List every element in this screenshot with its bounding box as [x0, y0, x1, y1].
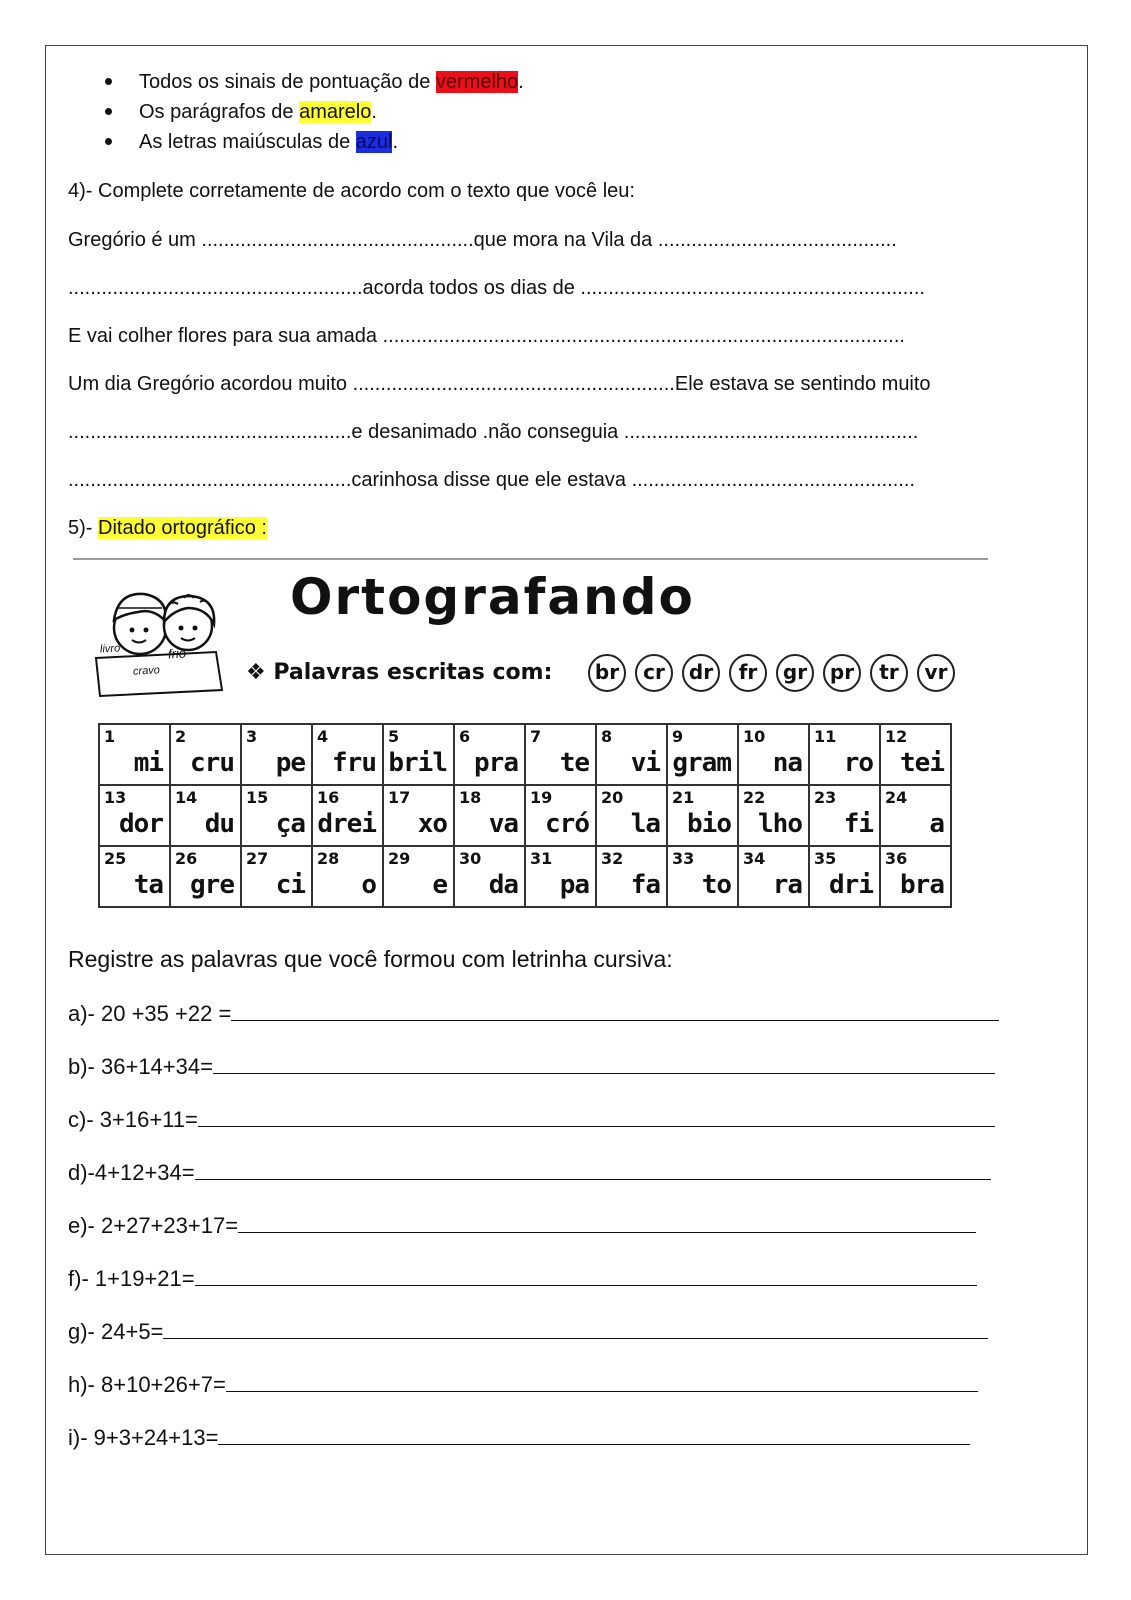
q4-title: 4)- Complete corretamente de acordo com o texto que você leu:	[68, 180, 635, 202]
instruction-text: Todos os sinais de pontuação de	[139, 71, 436, 93]
cell-number: 14	[175, 788, 198, 807]
cell-number: 18	[459, 788, 482, 807]
answer-line[interactable]	[163, 1318, 988, 1339]
register-item	[68, 1106, 1028, 1133]
cell-syllable: cru	[190, 748, 234, 778]
cell-number: 12	[885, 727, 908, 746]
cell-number: 21	[672, 788, 695, 807]
cell-syllable: bril	[388, 748, 447, 778]
syllable-circle: pr	[823, 654, 861, 692]
cell-syllable: ta	[133, 870, 163, 900]
cell-number: 1	[104, 727, 116, 746]
grid-cell	[667, 785, 738, 846]
syllable-circle: vr	[917, 654, 955, 692]
grid-cell	[738, 785, 809, 846]
cell-syllable: pa	[559, 870, 589, 900]
q4-line: E vai colher flores para sua amada ..............................................................................................	[68, 325, 905, 347]
cell-number: 17	[388, 788, 411, 807]
cell-number: 29	[388, 849, 411, 868]
cell-number: 9	[672, 727, 684, 746]
grid-cell	[667, 724, 738, 785]
register-label: d)-4+12+34=	[68, 1160, 195, 1185]
grid-cell	[738, 724, 809, 785]
grid-cell	[809, 846, 880, 907]
cell-number: 23	[814, 788, 837, 807]
register-title: Registre as palavras que você formou com letrinha cursiva:	[68, 946, 673, 972]
instruction-item	[139, 70, 524, 94]
q4-line: Um dia Gregório acordou muito ..........................................................Ele estava se sentindo muito	[68, 373, 931, 395]
cell-number: 28	[317, 849, 340, 868]
cell-syllable: o	[361, 870, 376, 900]
ortografando-image	[73, 568, 988, 943]
cell-number: 35	[814, 849, 837, 868]
cell-number: 5	[388, 727, 400, 746]
grid-row	[99, 846, 951, 907]
image-top-rule	[73, 558, 988, 560]
register-label: e)- 2+27+23+17=	[68, 1213, 239, 1238]
answer-line[interactable]	[213, 1053, 995, 1074]
syllable-circle: cr	[635, 654, 673, 692]
instruction-item	[139, 130, 398, 154]
cell-number: 11	[814, 727, 837, 746]
cell-syllable: da	[488, 870, 518, 900]
q5-heading	[68, 516, 267, 540]
grid-cell	[312, 724, 383, 785]
register-label: b)- 36+14+34=	[68, 1054, 213, 1079]
syllable-circle: gr	[776, 654, 814, 692]
cell-number: 15	[246, 788, 269, 807]
grid-cell	[170, 846, 241, 907]
answer-line[interactable]	[195, 1265, 977, 1286]
grid-cell	[454, 785, 525, 846]
answer-line[interactable]	[226, 1371, 978, 1392]
cell-number: 16	[317, 788, 340, 807]
grid-cell	[241, 846, 312, 907]
cell-number: 20	[601, 788, 624, 807]
bullet	[105, 78, 112, 85]
answer-line[interactable]	[218, 1424, 970, 1445]
cell-syllable: cró	[545, 809, 589, 839]
grid-cell	[738, 846, 809, 907]
instruction-suffix: .	[518, 71, 524, 93]
cell-syllable: xo	[417, 809, 447, 839]
register-label: c)- 3+16+11=	[68, 1107, 198, 1132]
grid-cell	[383, 785, 454, 846]
syllable-grid	[98, 723, 952, 908]
highlight-yellow: amarelo	[299, 101, 372, 123]
grid-cell	[880, 785, 951, 846]
cell-number: 13	[104, 788, 127, 807]
cell-syllable: fa	[630, 870, 660, 900]
cell-number: 30	[459, 849, 482, 868]
grid-row	[99, 785, 951, 846]
syllable-circle: dr	[682, 654, 720, 692]
instruction-text: Os parágrafos de	[139, 101, 300, 123]
cell-syllable: bra	[900, 870, 944, 900]
cell-number: 7	[530, 727, 542, 746]
register-item	[68, 1212, 1028, 1239]
register-label: h)- 8+10+26+7=	[68, 1372, 226, 1397]
grid-cell	[809, 785, 880, 846]
cell-number: 8	[601, 727, 613, 746]
grid-cell	[880, 846, 951, 907]
q5-title: Ditado ortográfico :	[98, 517, 267, 539]
grid-cell	[454, 846, 525, 907]
kids-with-sign-icon	[88, 578, 238, 698]
cell-syllable: e	[432, 870, 447, 900]
register-item	[68, 1265, 1028, 1292]
register-label: f)- 1+19+21=	[68, 1266, 195, 1291]
highlight-blue: azul	[355, 131, 393, 153]
cell-syllable: pra	[474, 748, 518, 778]
answer-line[interactable]	[238, 1212, 976, 1233]
sign-word: livro	[99, 642, 121, 656]
cell-syllable: te	[559, 748, 589, 778]
cell-number: 2	[175, 727, 187, 746]
grid-row	[99, 724, 951, 785]
instruction-item	[139, 100, 377, 124]
bullet	[105, 108, 112, 115]
instruction-text: As letras maiúsculas de	[139, 131, 356, 153]
cell-number: 27	[246, 849, 269, 868]
grid-cell	[880, 724, 951, 785]
cell-syllable: tei	[900, 748, 944, 778]
cell-number: 36	[885, 849, 908, 868]
cell-number: 4	[317, 727, 329, 746]
instruction-suffix: .	[371, 101, 377, 123]
q4-line: .....................................................acorda todos os dias de ..............................................................	[68, 277, 925, 299]
answer-line[interactable]	[195, 1159, 991, 1180]
grid-cell	[170, 724, 241, 785]
register-item	[68, 1053, 1028, 1080]
syllable-circle: br	[588, 654, 626, 692]
cell-number: 24	[885, 788, 908, 807]
cell-syllable: ro	[843, 748, 873, 778]
q4-line: Gregório é um .................................................que mora na Vila da ...........................................	[68, 229, 897, 251]
cell-syllable: to	[701, 870, 731, 900]
grid-cell	[596, 724, 667, 785]
cell-syllable: dri	[829, 870, 873, 900]
cell-syllable: mi	[133, 748, 163, 778]
cell-syllable: gram	[672, 748, 731, 778]
grid-cell	[99, 724, 170, 785]
grid-cell	[809, 724, 880, 785]
cell-syllable: pe	[275, 748, 305, 778]
register-item	[68, 1424, 1028, 1451]
cell-number: 32	[601, 849, 624, 868]
grid-cell	[99, 846, 170, 907]
grid-cell	[241, 785, 312, 846]
cell-syllable: du	[204, 809, 234, 839]
q4-line: ...................................................carinhosa disse que ele estava ...................................................	[68, 469, 915, 491]
grid-cell	[667, 846, 738, 907]
instruction-suffix: .	[392, 131, 399, 153]
register-label: a)- 20 +35 +22 =	[68, 1001, 232, 1026]
highlight-red: vermelho	[435, 71, 519, 93]
cell-syllable: a	[929, 809, 944, 839]
sign-word: frio	[167, 645, 187, 662]
register-item	[68, 1000, 1028, 1027]
cell-syllable: gre	[190, 870, 234, 900]
q4-line: ...................................................e desanimado .não conseguia .....................................................	[68, 421, 919, 443]
answer-line[interactable]	[198, 1106, 995, 1127]
cell-number: 26	[175, 849, 198, 868]
grid-cell	[596, 785, 667, 846]
cell-syllable: ci	[275, 870, 305, 900]
syllable-circle: fr	[729, 654, 767, 692]
grid-cell	[241, 724, 312, 785]
ortografando-title: Ortografando	[290, 568, 695, 626]
grid-cell	[170, 785, 241, 846]
answer-line[interactable]	[231, 1000, 999, 1021]
register-item	[68, 1159, 1028, 1186]
grid-cell	[383, 724, 454, 785]
cell-syllable: na	[772, 748, 802, 778]
register-item	[68, 1371, 1028, 1398]
q5-number: 5)-	[68, 517, 98, 539]
register-label: i)- 9+3+24+13=	[68, 1425, 219, 1450]
cell-syllable: lho	[758, 809, 802, 839]
grid-cell	[454, 724, 525, 785]
sign-word: cravo	[132, 664, 161, 678]
grid-cell	[312, 846, 383, 907]
ortografando-subtitle: ❖ Palavras escritas com:	[246, 660, 553, 685]
grid-cell	[383, 846, 454, 907]
cell-number: 33	[672, 849, 695, 868]
cell-syllable: drei	[317, 809, 376, 839]
grid-cell	[312, 785, 383, 846]
cell-number: 25	[104, 849, 127, 868]
cell-syllable: vi	[630, 748, 660, 778]
grid-cell	[525, 846, 596, 907]
cell-syllable: la	[630, 809, 660, 839]
cell-syllable: va	[488, 809, 518, 839]
cell-syllable: fru	[332, 748, 376, 778]
cell-number: 22	[743, 788, 766, 807]
syllable-circle: tr	[870, 654, 908, 692]
cell-number: 6	[459, 727, 471, 746]
bullet	[105, 138, 112, 145]
cell-syllable: bio	[687, 809, 731, 839]
cell-syllable: dor	[119, 809, 163, 839]
grid-cell	[596, 846, 667, 907]
cell-syllable: ça	[275, 809, 305, 839]
cell-number: 34	[743, 849, 766, 868]
register-label: g)- 24+5=	[68, 1319, 164, 1344]
cell-number: 3	[246, 727, 258, 746]
cell-syllable: fi	[843, 809, 873, 839]
cell-number: 19	[530, 788, 553, 807]
cell-syllable: ra	[772, 870, 802, 900]
cell-number: 10	[743, 727, 766, 746]
grid-cell	[525, 785, 596, 846]
grid-cell	[525, 724, 596, 785]
register-item	[68, 1318, 1028, 1345]
cell-number: 31	[530, 849, 553, 868]
grid-cell	[99, 785, 170, 846]
